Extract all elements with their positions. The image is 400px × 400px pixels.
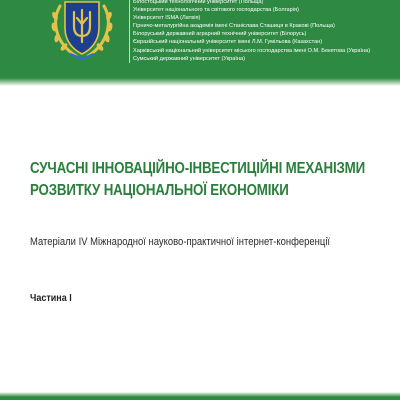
institution-item: Білостоцький технологічний університет (Польща) bbox=[129, 0, 399, 6]
institution-item: Університет ISMA (Латвія) bbox=[129, 14, 399, 22]
institution-item: Гірничо-металургійна академія імені Станіслава Сташиця в Кракові (Польща) bbox=[129, 22, 399, 30]
institution-item: Харківський національний університет міського господарства імені О.М. Бекетова (Україна) bbox=[129, 47, 399, 55]
university-coat-of-arms-icon bbox=[46, 0, 118, 62]
institution-item: Університет національного та світового господарства (Болгарія) bbox=[129, 6, 399, 14]
book-title-line-2: РОЗВИТКУ НАЦІОНАЛЬНОЇ ЕКОНОМІКИ bbox=[30, 182, 289, 199]
institution-item: Євразійський національний університет імені Л.М. Гумільова (Казахстан) bbox=[129, 38, 399, 46]
volume-part-label: Частина І bbox=[30, 293, 72, 304]
header-band-fade bbox=[0, 78, 400, 86]
conference-subtitle: Матеріали IV Міжнародної науково-практичної інтернет-конференції bbox=[30, 236, 331, 248]
book-title-line-1: СУЧАСНІ ІННОВАЦІЙНО-ІНВЕСТИЦІЙНІ МЕХАНІЗМИ bbox=[30, 160, 366, 177]
partner-institutions-list bbox=[129, 0, 399, 63]
institution-item: Сумський державний університет (Україна) bbox=[129, 55, 399, 63]
institution-item: Білоруський державний аграрний технічний університет (Білорусь) bbox=[129, 30, 399, 38]
book-title bbox=[30, 158, 374, 202]
footer-band bbox=[0, 392, 400, 400]
